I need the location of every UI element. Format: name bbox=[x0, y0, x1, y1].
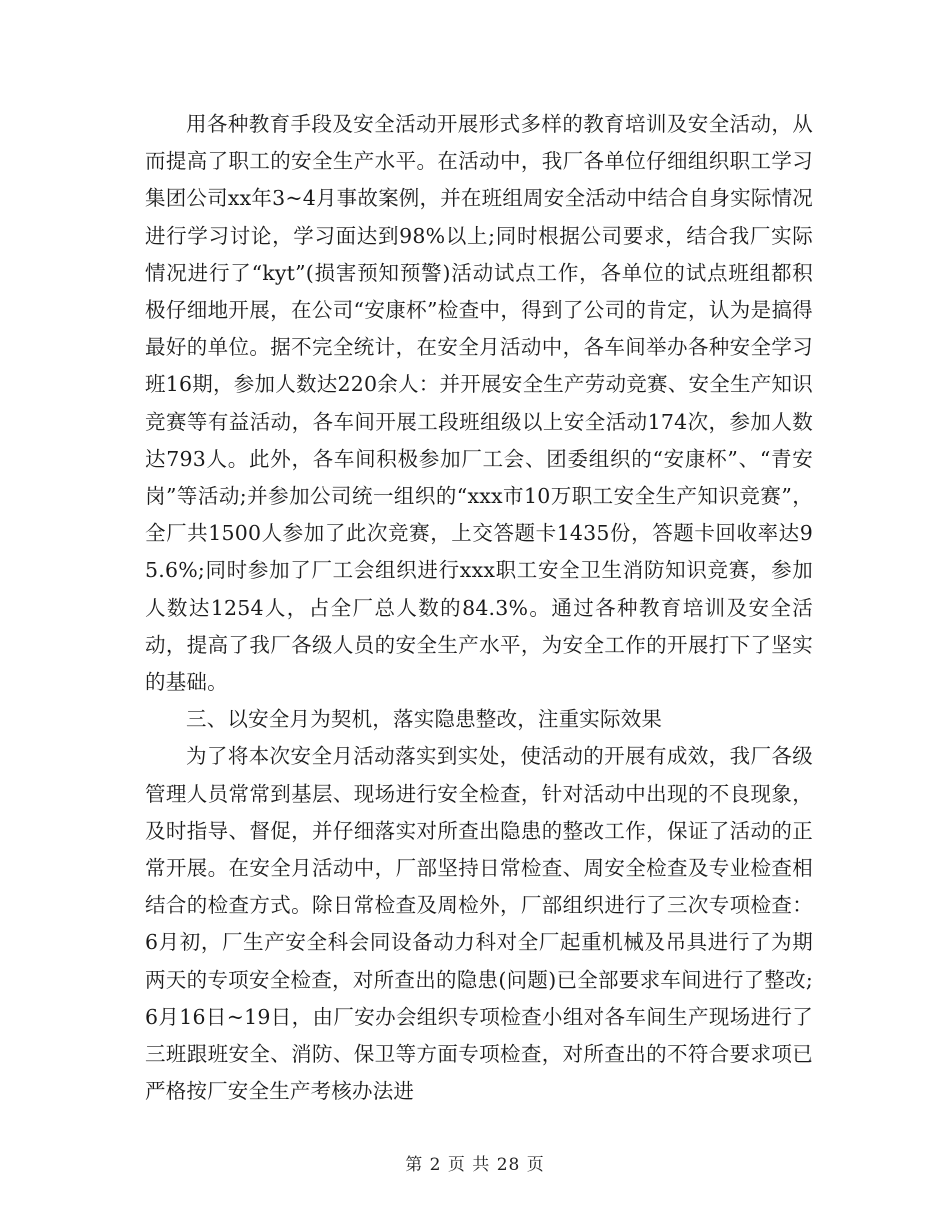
section-heading: 三、以安全月为契机，落实隐患整改，注重实际效果 bbox=[186, 707, 663, 732]
document-body bbox=[145, 106, 813, 1110]
page-footer: 第 2 页 共 28 页 bbox=[405, 1155, 545, 1175]
body-paragraph: 为了将本次安全月活动落实到实处，使活动的开展有成效，我厂各级管理人员常常到基层、现场进行安全检查，针对活动中出现的不良现象，及时指导、督促，并仔细落实对所查出隐患的整改工作，保证了活动的正常开展。在安全月活动中，厂部坚持日常检查、周安全检查及专业检查相结合的检查方式。除日常检查及周检外，厂部组织进行了三次专项检查：6月初，厂生产安全科会同设备动力科对全厂起重机械及吊具进行了为期两天的专项安全检查，对所查出的隐患(问题)已全部要求车间进行了整改;6月16日~19日，由厂安办会组织专项检查小组对各车间生产现场进行了三班跟班安全、消防、保卫等方面专项检查，对所查出的不符合要求项已严格按厂安全生产考核办法进 bbox=[145, 744, 813, 1104]
body-paragraph: 用各种教育手段及安全活动开展形式多样的教育培训及安全活动，从而提高了职工的安全生产水平。在活动中，我厂各单位仔细组织职工学习集团公司xx年3~4月事故案例，并在班组周安全活动中结合自身实际情况进行学习讨论，学习面达到98%以上;同时根据公司要求，结合我厂实际情况进行了“kyt”(损害预知预警)活动试点工作，各单位的试点班组都积极仔细地开展，在公司“安康杯”检查中，得到了公司的肯定，认为是搞得最好的单位。据不完全统计，在安全月活动中，各车间举办各种安全学习班16期，参加人数达220余人：并开展安全生产劳动竞赛、安全生产知识竞赛等有益活动，各车间开展工段班组级以上安全活动174次，参加人数达793人。此外，各车间积极参加厂工会、团委组织的“安康杯”、“青安岗”等活动;并参加公司统一组织的“xxx市10万职工安全生产知识竞赛”，全厂共1500人参加了此次竞赛，上交答题卡1435份，答题卡回收率达95.6%;同时参加了厂工会组织进行xxx职工安全卫生消防知识竞赛，参加人数达1254人，占全厂总人数的84.3%。通过各种教育培训及安全活动，提高了我厂各级人员的安全生产水平，为安全工作的开展打下了坚实的基础。 bbox=[145, 112, 813, 695]
